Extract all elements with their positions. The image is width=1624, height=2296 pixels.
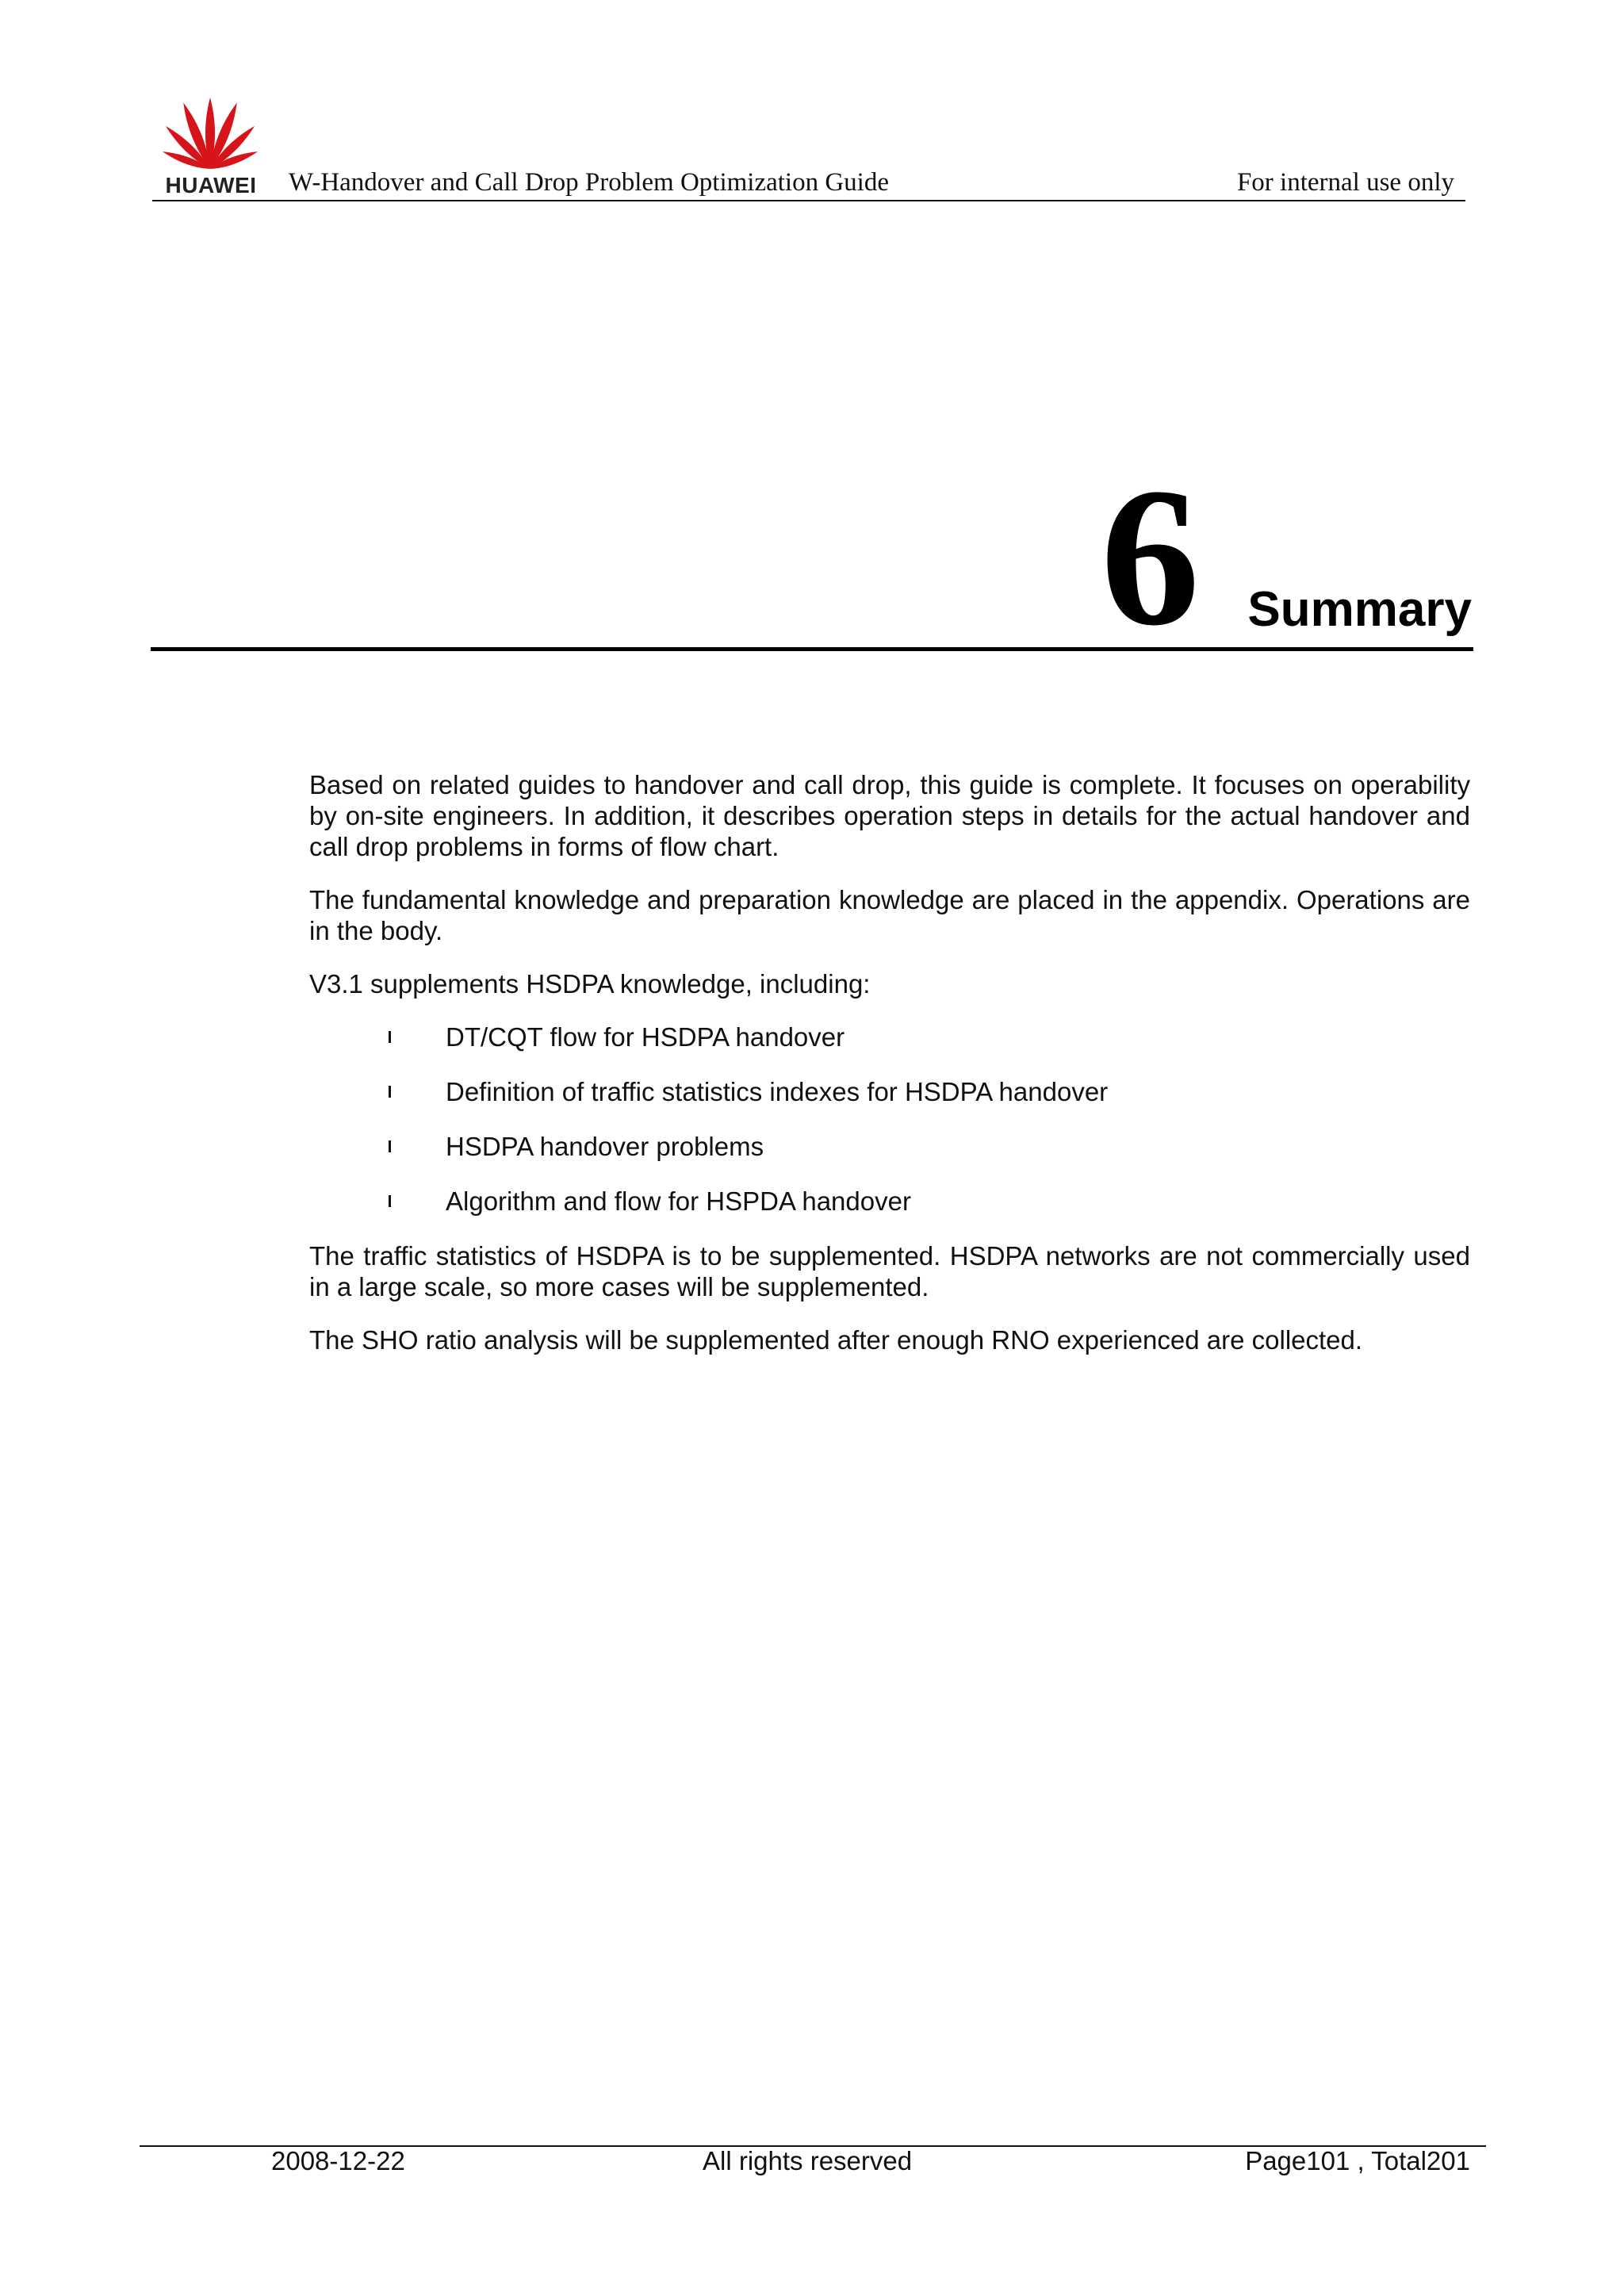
logo-wordmark: HUAWEI <box>165 173 257 197</box>
list-item <box>309 1186 1470 1217</box>
list-item-text: HSDPA handover problems <box>446 1132 764 1161</box>
list-item-text: DT/CQT flow for HSDPA handover <box>446 1022 845 1052</box>
list-item <box>309 1076 1470 1107</box>
header-divider <box>152 200 1465 201</box>
chapter-divider <box>151 647 1473 651</box>
list-item-text: Definition of traffic statistics indexes for HSDPA handover <box>446 1077 1109 1106</box>
bullet-icon <box>389 1195 391 1207</box>
bullet-list <box>309 1022 1470 1217</box>
header-document-title: W-Handover and Call Drop Problem Optimization Guide <box>289 168 890 197</box>
paragraph: Based on related guides to handover and call drop, this guide is complete. It focuses on operability by on-site engineers. In addition, it describes operation steps in details for the actual handover and call drop problems in forms of flow chart. <box>309 770 1470 861</box>
footer-date: 2008-12-22 <box>271 2146 405 2175</box>
list-item <box>309 1131 1470 1162</box>
list-item <box>309 1022 1470 1052</box>
paragraph: The SHO ratio analysis will be supplemented after enough RNO experienced are collected. <box>309 1325 1363 1355</box>
body-content <box>309 769 1470 1378</box>
list-item-text: Algorithm and flow for HSPDA handover <box>446 1186 911 1216</box>
bullet-icon <box>389 1031 391 1043</box>
header-classification: For internal use only <box>1236 168 1454 197</box>
chapter-title: Summary <box>1247 582 1472 637</box>
paragraph: The fundamental knowledge and preparation knowledge are placed in the appendix. Operations are in the body. <box>309 885 1470 945</box>
paragraph: The traffic statistics of HSDPA is to be supplemented. HSDPA networks are not commercially used in a large scale, so more cases will be supplemented. <box>309 1241 1470 1301</box>
paragraph: V3.1 supplements HSDPA knowledge, including: <box>309 969 871 999</box>
bullet-icon <box>389 1086 391 1098</box>
bullet-icon <box>389 1140 391 1152</box>
footer-page-number: Page101 , Total201 <box>1245 2146 1470 2175</box>
footer-rights: All rights reserved <box>703 2146 913 2175</box>
chapter-number: 6 <box>1101 447 1200 667</box>
